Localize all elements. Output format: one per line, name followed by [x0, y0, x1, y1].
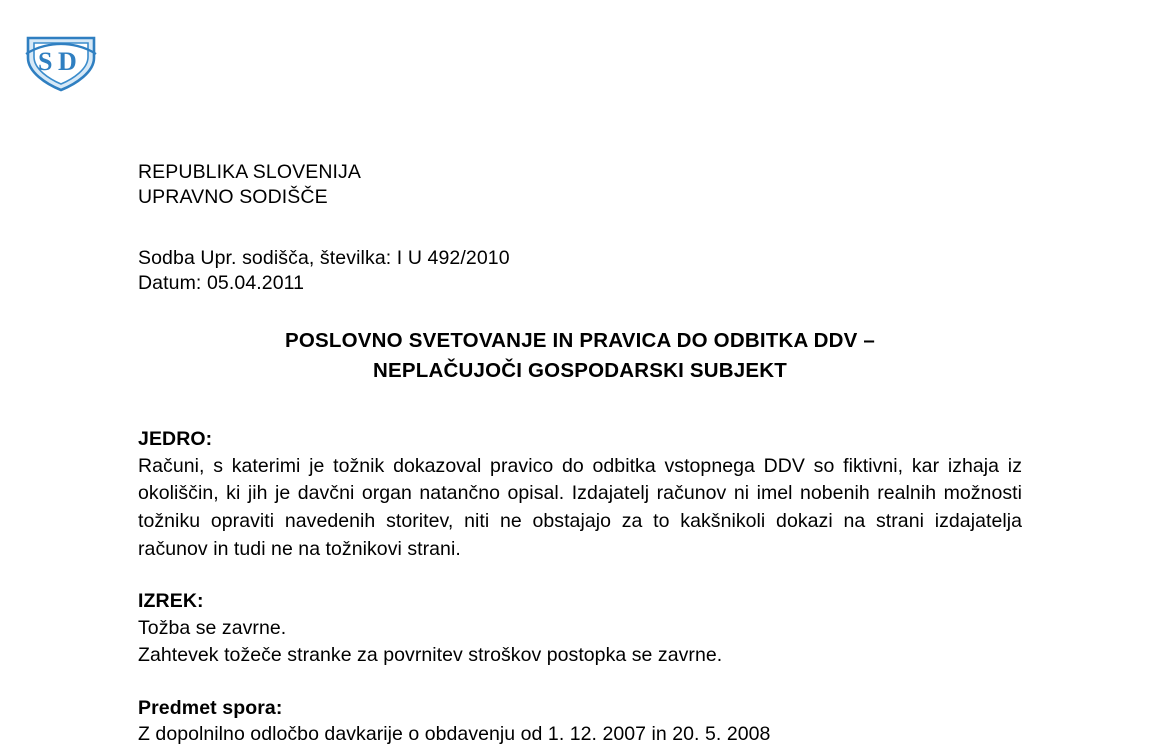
page-title — [138, 326, 1022, 385]
section-predmet-spora-heading: Predmet spora: — [138, 697, 283, 720]
authority-line-1: REPUBLIKA SLOVENIJA — [138, 161, 361, 183]
section-predmet-spora-text: Z dopolnilno odločbo davkarije o obdavenju od 1. 12. 2007 in 20. 5. 2008 — [138, 723, 771, 746]
section-izrek — [138, 589, 1022, 670]
logo-letter-d: D — [58, 47, 77, 76]
logo-letter-s: S — [38, 47, 53, 76]
document-content — [138, 160, 1022, 749]
section-jedro-text: Računi, s katerimi je tožnik dokazoval pravico do odbitka vstopnega DDV so fiktivni, kar izhaja iz okoliščin, ki jih je davčni organ natančno opisal. Izdajatelj računov ni imel nobenih realnih možnosti tožniku opraviti navedenih storitev, niti ne obstajajo za to kakšnikoli dokazi na strani izdajatelja računov in tudi ne na tožnikovi strani. — [138, 454, 1022, 560]
case-meta — [138, 246, 1022, 296]
section-predmet-spora — [138, 696, 1022, 749]
authority-header — [138, 160, 1022, 210]
authority-line-2: UPRAVNO SODIŠČE — [138, 185, 328, 208]
section-izrek-line-2: Zahtevek tožeče stranke za povrnitev stroškov postopka se zavrne. — [138, 644, 723, 667]
case-number-line: Sodba Upr. sodišča, številka: I U 492/2010 — [138, 246, 510, 269]
section-izrek-line-1: Tožba se zavrne. — [138, 616, 287, 639]
page-title-line-1: POSLOVNO SVETOVANJE IN PRAVICA DO ODBITKA DDV – — [285, 328, 875, 352]
section-jedro — [138, 427, 1022, 563]
case-date-line: Datum: 05.04.2011 — [138, 271, 305, 294]
page-title-line-2: NEPLAČUJOČI GOSPODARSKI SUBJEKT — [373, 358, 787, 382]
section-izrek-heading: IZREK: — [138, 590, 204, 613]
section-jedro-heading: JEDRO: — [138, 428, 213, 451]
court-logo — [18, 28, 104, 94]
shield-sd-logo-icon — [18, 28, 104, 94]
